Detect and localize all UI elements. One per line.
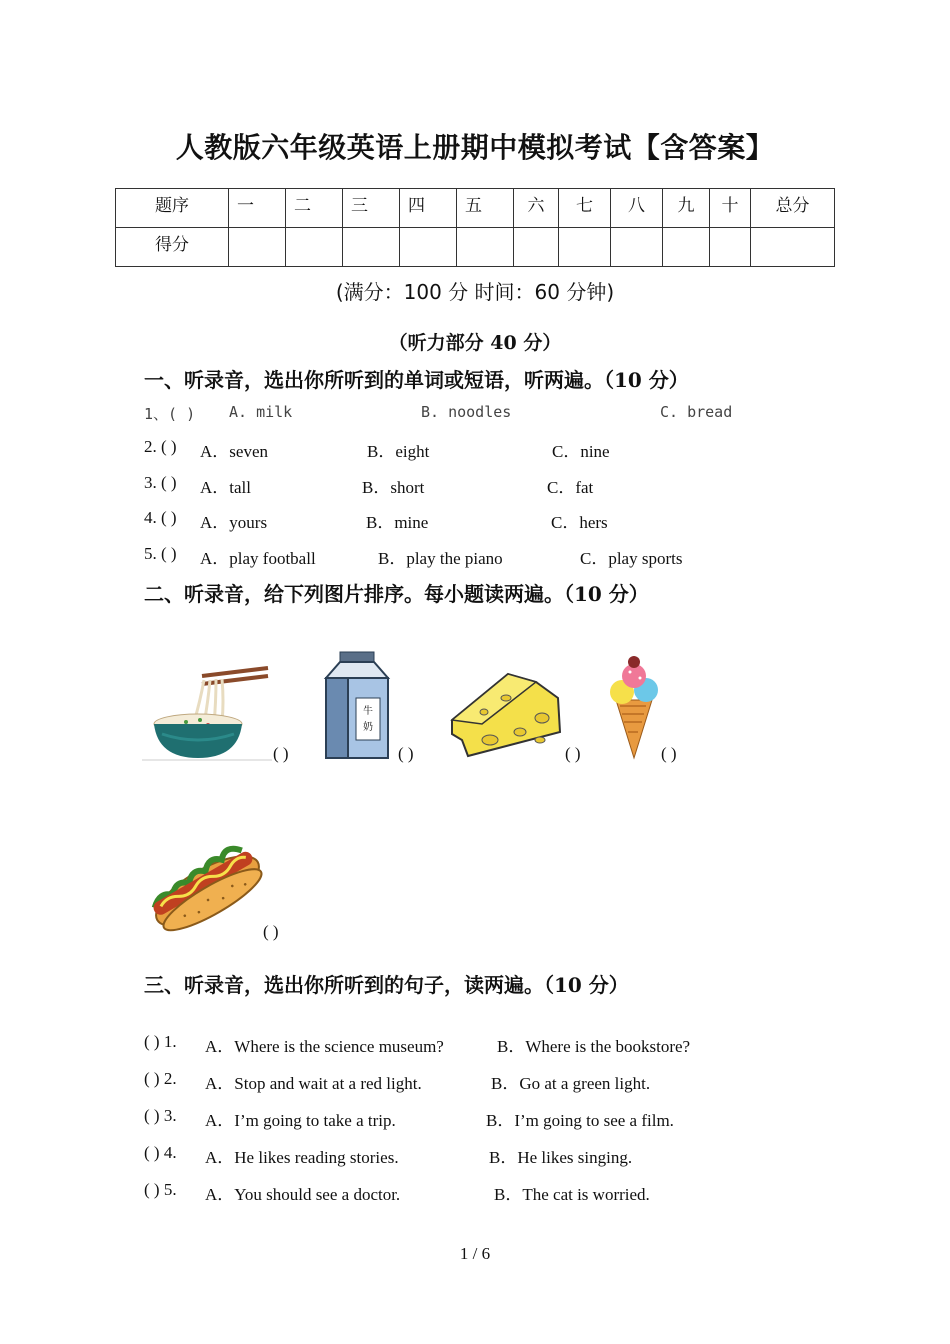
score-entry-cell[interactable] xyxy=(286,228,343,267)
option-b: B．I’m going to see a film. xyxy=(486,1111,674,1130)
score-entry-cell[interactable] xyxy=(710,228,751,267)
item-number: ( ) 4. xyxy=(144,1143,177,1162)
score-entry-cell[interactable] xyxy=(229,228,286,267)
cheese-image xyxy=(444,668,566,760)
section1-heading: 一、听录音，选出你所听到的单词或短语，听两遍。（10 分） xyxy=(144,368,689,392)
noodles-image xyxy=(142,662,272,762)
score-cell: 三 xyxy=(343,189,400,228)
score-entry-cell[interactable] xyxy=(343,228,400,267)
option-a: A．Stop and wait at a red light. xyxy=(205,1074,422,1093)
score-cell: 题序 xyxy=(116,189,229,228)
item-number: ( ) 2. xyxy=(144,1069,177,1088)
answer-blank[interactable]: ( ) xyxy=(565,744,581,763)
option-a: A．yours xyxy=(200,513,268,532)
option-a: A．tall xyxy=(200,478,251,497)
option-c: C．play sports xyxy=(580,549,683,568)
score-entry-cell[interactable] xyxy=(611,228,663,267)
option-b: B．He likes singing. xyxy=(489,1148,633,1167)
option-c: C．fat xyxy=(547,478,594,497)
score-entry-cell[interactable] xyxy=(514,228,559,267)
option-a: A．I’m going to take a trip. xyxy=(205,1111,396,1130)
option-a: A．He likes reading stories. xyxy=(205,1148,399,1167)
score-entry-cell[interactable] xyxy=(751,228,835,267)
item-number: ( ) 5. xyxy=(144,1180,177,1199)
option-c: C．hers xyxy=(551,513,608,532)
score-cell: 四 xyxy=(400,189,457,228)
listening-header: （听力部分 40 分） xyxy=(388,332,562,354)
score-cell: 八 xyxy=(611,189,663,228)
option-b: B．Where is the bookstore? xyxy=(497,1037,691,1056)
item-number: ( ) 1. xyxy=(144,1032,177,1051)
item-number: 4. ( ) xyxy=(144,508,177,527)
score-cell: 九 xyxy=(663,189,710,228)
option-a: A．play football xyxy=(200,549,316,568)
item-number: 5. ( ) xyxy=(144,544,177,563)
milk-label-bottom: 奶 xyxy=(363,722,373,733)
score-cell: 七 xyxy=(559,189,611,228)
score-cell: 二 xyxy=(286,189,343,228)
option-c: C. bread xyxy=(660,403,733,421)
answer-blank[interactable]: ( ) xyxy=(661,744,677,763)
score-entry-cell[interactable] xyxy=(559,228,611,267)
score-entry-cell[interactable] xyxy=(663,228,710,267)
score-cell: 十 xyxy=(710,189,751,228)
option-a: A．Where is the science museum? xyxy=(205,1037,444,1056)
option-a: A．seven xyxy=(200,442,268,461)
option-c: C．nine xyxy=(552,442,610,461)
score-cell: 一 xyxy=(229,189,286,228)
exam-info: (满分：100 分 时间：60 分钟) xyxy=(335,280,615,304)
item-number: ( ) 3. xyxy=(144,1106,177,1125)
answer-blank[interactable]: ( ) xyxy=(398,744,414,763)
option-b: B．mine xyxy=(366,513,429,532)
item-number: 3. ( ) xyxy=(144,473,177,492)
score-table xyxy=(115,188,835,267)
option-b: B．Go at a green light. xyxy=(491,1074,651,1093)
score-cell: 得分 xyxy=(116,228,229,267)
score-cell: 六 xyxy=(514,189,559,228)
score-table-header-row xyxy=(116,189,835,228)
option-a: A．You should see a doctor. xyxy=(205,1185,401,1204)
score-cell: 总分 xyxy=(751,189,835,228)
score-cell: 五 xyxy=(457,189,514,228)
option-b: B．play the piano xyxy=(378,549,503,568)
option-b: B．eight xyxy=(367,442,430,461)
score-entry-cell[interactable] xyxy=(457,228,514,267)
ice-cream-image xyxy=(606,654,662,762)
option-b: B. noodles xyxy=(421,403,512,421)
option-a: A. milk xyxy=(229,403,293,421)
item-number: 1、( ) xyxy=(144,405,196,423)
score-table-score-row xyxy=(116,228,835,267)
section2-heading: 二、听录音，给下列图片排序。每小题读两遍。（10 分） xyxy=(144,582,649,606)
option-b: B．The cat is worried. xyxy=(494,1185,650,1204)
answer-blank[interactable]: ( ) xyxy=(263,922,279,941)
milk-carton-image xyxy=(320,650,392,762)
page-number: 1 / 6 xyxy=(459,1244,491,1263)
section3-heading: 三、听录音，选出你所听到的句子，读两遍。（10 分） xyxy=(144,973,629,997)
answer-blank[interactable]: ( ) xyxy=(273,744,289,763)
hot-dog-image xyxy=(142,830,266,940)
option-b: B．short xyxy=(362,478,425,497)
score-entry-cell[interactable] xyxy=(400,228,457,267)
item-number: 2. ( ) xyxy=(144,437,177,456)
page-title: 人教版六年级英语上册期中模拟考试【含答案】 xyxy=(175,131,775,164)
milk-label-top: 牛 xyxy=(363,706,373,717)
